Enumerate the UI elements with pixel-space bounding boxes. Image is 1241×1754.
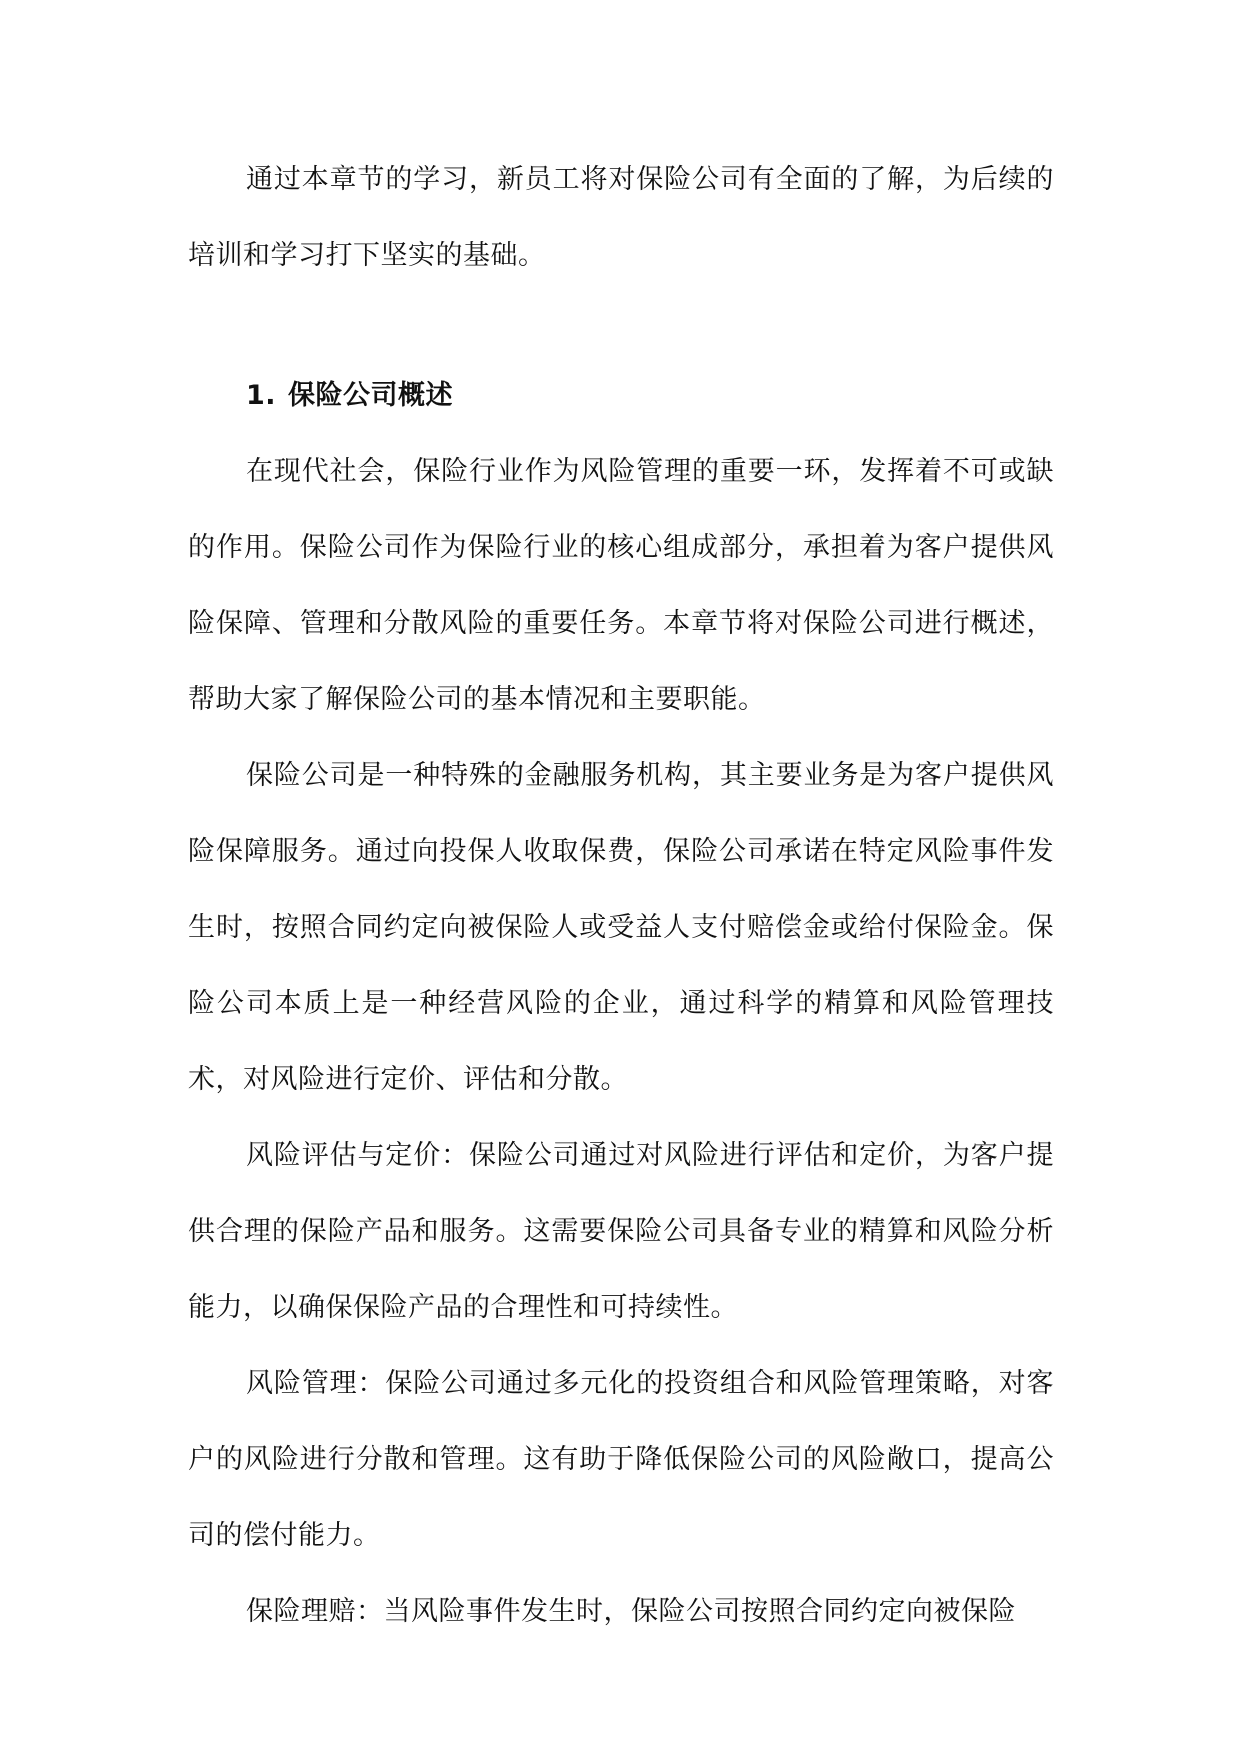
body-paragraph: 风险管理：保险公司通过多元化的投资组合和风险管理策略，对客户的风险进行分散和管理。这有助于降低保险公司的风险敞口，提高公司的偿付能力。 <box>188 1368 1054 1551</box>
body-paragraph: 在现代社会，保险行业作为风险管理的重要一环，发挥着不可或缺的作用。保险公司作为保险行业的核心组成部分，承担着为客户提供风险保障、管理和分散风险的重要任务。本章节将对保险公司进行概述，帮助大家了解保险公司的基本情况和主要职能。 <box>188 456 1054 715</box>
body-paragraph: 保险公司是一种特殊的金融服务机构，其主要业务是为客户提供风险保障服务。通过向投保人收取保费，保险公司承诺在特定风险事件发生时，按照合同约定向被保险人或受益人支付赔偿金或给付保险金。保险公司本质上是一种经营风险的企业，通过科学的精算和风险管理技术，对风险进行定价、评估和分散。 <box>188 760 1054 1095</box>
section-heading <box>188 358 1054 434</box>
section-number: 1. <box>246 380 277 411</box>
body-paragraph: 风险评估与定价：保险公司通过对风险进行评估和定价，为客户提供合理的保险产品和服务。这需要保险公司具备专业的精算和风险分析能力，以确保保险产品的合理性和可持续性。 <box>188 1140 1054 1323</box>
intro-paragraph: 通过本章节的学习，新员工将对保险公司有全面的了解，为后续的培训和学习打下坚实的基础。 <box>188 164 1054 271</box>
body-paragraph: 保险理赔：当风险事件发生时，保险公司按照合同约定向被保险 <box>246 1596 1016 1627</box>
document-body <box>188 142 1054 1650</box>
section-title: 保险公司概述 <box>288 380 453 411</box>
